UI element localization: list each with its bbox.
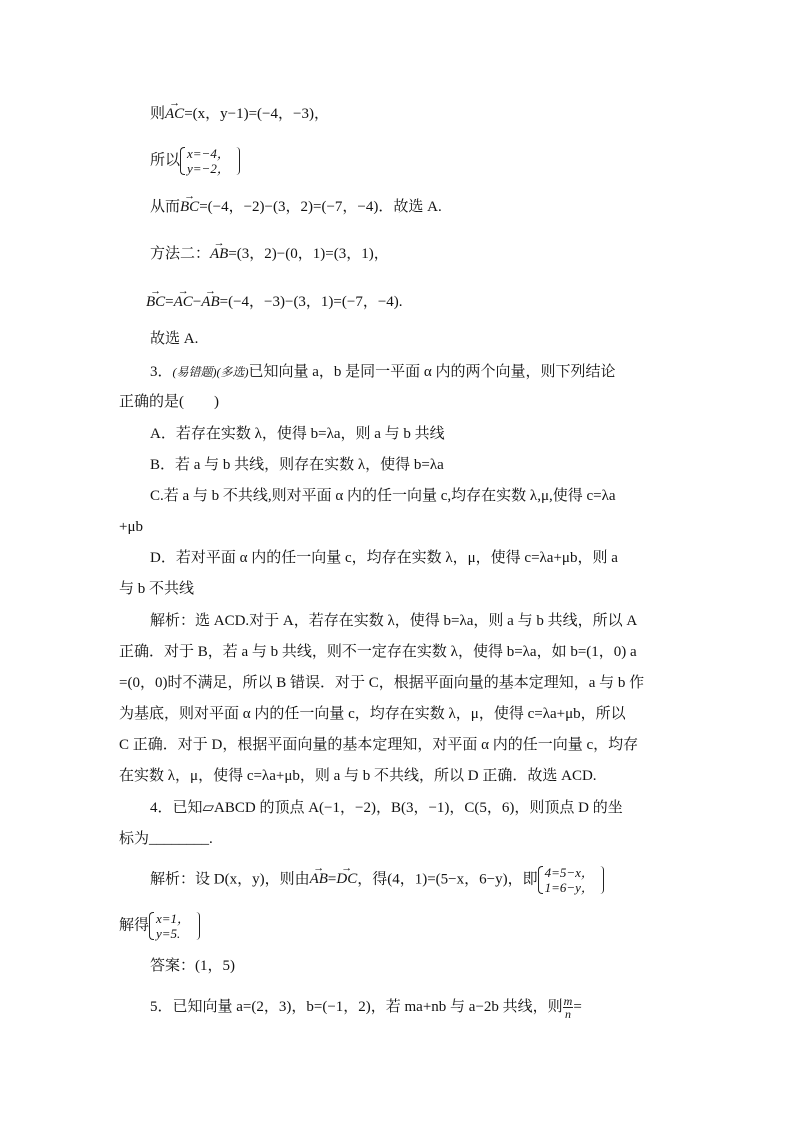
explanation-line-6: 在实数 λ，μ，使得 c=λa+μb，则 a 与 b 不共线，所以 D 正确．故选 ACD.	[119, 768, 597, 784]
explanation-line-3: =(0，0)时不满足，所以 B 错误．对于 C，根据平面向量的基本定理知，a 与 b 作	[119, 675, 645, 691]
text: 已知向量 a，b 是同一平面 α 内的两个向量，则下列结论	[248, 364, 616, 380]
step-line-2	[150, 146, 240, 176]
equation-system	[149, 911, 200, 941]
text: =	[327, 871, 337, 888]
option-c-line-2: +μb	[119, 519, 144, 535]
text: 从而	[150, 199, 181, 215]
answer-4: 答案：(1，5)	[150, 958, 235, 974]
option-b: B．若 a 与 b 共线，则存在实数 λ，使得 b=λa	[150, 457, 444, 473]
numerator: m	[563, 994, 573, 1008]
text: =(3，2)−(0，1)=(3，1)，	[228, 246, 389, 262]
text: 5．已知向量 a=(2，3)，b=(−1，2)，若 ma+nb 与 a−2b 共线，则	[150, 998, 563, 1015]
vector-BC: → BC	[146, 291, 165, 313]
option-a: A．若存在实数 λ，使得 b=λa，则 a 与 b 共线	[150, 426, 445, 442]
equation: x=1，	[156, 911, 191, 926]
vector-AB: → AB	[201, 291, 219, 313]
step-line-1	[150, 103, 329, 125]
text: 解得	[119, 917, 150, 934]
equation-system	[180, 146, 240, 176]
method-two-line	[150, 243, 389, 265]
step-line-3	[150, 196, 442, 218]
solution-4-line-1	[150, 865, 604, 895]
vector-DC: → DC	[336, 868, 357, 890]
question-4-line-2: 标为________.	[119, 831, 213, 847]
text: 方法二：	[150, 246, 211, 262]
equation-system	[538, 865, 604, 895]
step-line-5	[146, 291, 403, 313]
equation: y=−2，	[187, 161, 230, 176]
text: 所以	[150, 152, 181, 169]
text: =	[573, 998, 582, 1015]
vector-BC: → BC	[180, 196, 199, 218]
option-d-line-1: D．若对平面 α 内的任一向量 c，均存在实数 λ，μ，使得 c=λa+μb，则 a	[150, 550, 618, 566]
text: =(−4，−2)−(3，2)=(−7，−4)．故选 A.	[199, 199, 442, 215]
text: =(−4，−3)−(3，1)=(−7，−4).	[219, 294, 403, 310]
equation: x=−4，	[187, 146, 230, 161]
solution-4-line-2	[119, 911, 200, 941]
text: 解析：设 D(x，y)，则由	[150, 871, 310, 888]
text: −	[192, 294, 202, 310]
text: =	[165, 294, 174, 310]
question-5-line	[150, 995, 582, 1020]
explanation-line-5: C 正确．对于 D，根据平面向量的基本定理知，对平面 α 内的任一向量 c，均存	[119, 737, 639, 753]
vector-AC: → AC	[165, 103, 184, 125]
equation: 1=6−y，	[544, 880, 594, 895]
vector-AC: → AC	[174, 291, 193, 313]
question-4-line-1: 4．已知▱ABCD 的顶点 A(−1，−2)，B(3，−1)，C(5，6)，则顶点 D 的坐	[150, 800, 623, 816]
option-c-line-1: C.若 a 与 b 不共线,则对平面 α 内的任一向量 c,均存在实数 λ,μ,使得 c=λa	[150, 488, 616, 504]
choose-line: 故选 A.	[150, 331, 199, 347]
equation: 4=5−x，	[544, 865, 594, 880]
text: =(x，y−1)=(−4，−3)，	[184, 106, 329, 122]
text: ，得(4，1)=(5−x，6−y)，即	[357, 871, 538, 888]
explanation-line-2: 正确．对于 B，若 a 与 b 共线，则不一定存在实数 λ，使得 b=λa，如 b=(1，0) a	[119, 644, 637, 660]
denominator: n	[565, 1007, 571, 1021]
vector-AB: → AB	[210, 243, 228, 265]
equation: y=5.	[156, 926, 181, 941]
question-3-line-1	[150, 361, 616, 383]
explanation-line-1: 解析：选 ACD.对于 A，若存在实数 λ，使得 b=λa，则 a 与 b 共线，所以 A	[150, 613, 638, 629]
option-d-line-2: 与 b 不共线	[119, 581, 195, 597]
question-3-line-2: 正确的是( )	[119, 394, 219, 410]
text: 则	[150, 106, 166, 122]
question-number: 3．	[150, 364, 173, 380]
explanation-line-4: 为基底，则对平面 α 内的任一向量 c，均存在实数 λ，μ，使得 c=λa+μb，所以	[119, 706, 626, 722]
vector-AB: → AB	[310, 868, 328, 890]
fraction-m-over-n	[563, 995, 574, 1020]
question-tag: (易错题)(多选)	[172, 365, 249, 379]
